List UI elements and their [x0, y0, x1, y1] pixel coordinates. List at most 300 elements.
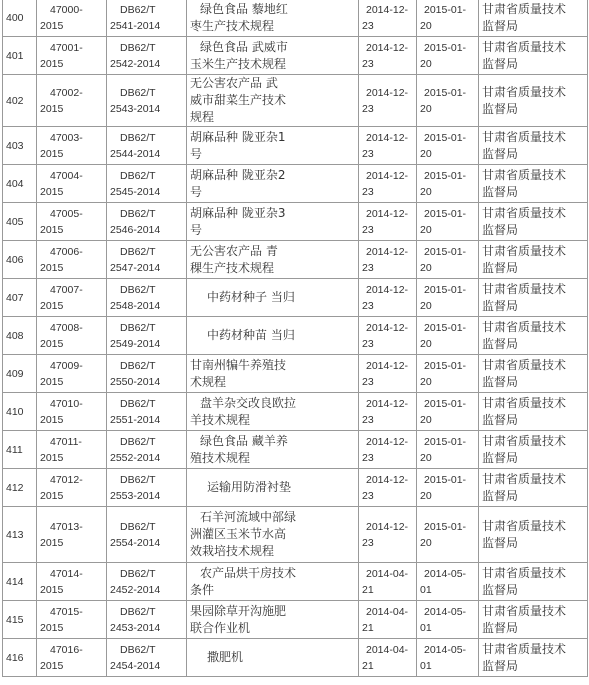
cell-line: 2014-05-	[424, 567, 467, 580]
cell-line: 20	[420, 489, 432, 502]
cell-line: 2552-2014	[110, 451, 161, 464]
cell-line: 2015	[40, 583, 64, 596]
standard-title-cell	[187, 241, 359, 279]
standard-title-cell	[187, 127, 359, 165]
implement-date-cell	[417, 241, 479, 279]
implement-date-cell	[417, 393, 479, 431]
issue-date-cell	[359, 203, 417, 241]
standard-title-cell	[187, 431, 359, 469]
cell-line: 2015	[40, 337, 64, 350]
implement-date-cell	[417, 0, 479, 37]
issue-date-cell	[359, 317, 417, 355]
cell-line: 47006-	[50, 245, 83, 258]
cell-line: 47005-	[50, 207, 83, 220]
row-number-cell: 402	[3, 75, 37, 127]
cell-line: DB62/T	[120, 321, 156, 334]
standard-number-cell	[107, 241, 187, 279]
standard-number-cell	[107, 165, 187, 203]
cell-line: 胡麻品种 陇亚杂2	[190, 167, 286, 182]
cell-line: 规程	[190, 110, 215, 124]
implement-date-cell	[417, 431, 479, 469]
row-number-cell: 410	[3, 393, 37, 431]
standard-number-cell	[107, 279, 187, 317]
implement-date-cell	[417, 127, 479, 165]
standard-number-cell	[107, 203, 187, 241]
department-cell	[479, 317, 588, 355]
table-row	[3, 355, 588, 393]
standard-title-cell	[187, 203, 359, 241]
standard-title-cell	[187, 601, 359, 639]
standard-title-cell	[187, 639, 359, 677]
table-row	[3, 241, 588, 279]
cell-line: 20	[420, 451, 432, 464]
cell-line: 2015	[40, 185, 64, 198]
cell-line: 47000-	[50, 3, 83, 16]
cell-line: 甘南州犏牛养殖技	[190, 357, 287, 372]
cell-line: DB62/T	[120, 397, 156, 410]
cell-line: 2549-2014	[110, 337, 161, 350]
implement-date-cell	[417, 507, 479, 563]
cell-line: 监督局	[482, 658, 519, 673]
row-number-cell: 403	[3, 127, 37, 165]
cell-line: 甘肃省质量技术	[482, 357, 567, 372]
row-number-cell: 413	[3, 507, 37, 563]
standard-title-cell	[187, 75, 359, 127]
cell-line: 绿色食品 武威市	[200, 39, 288, 54]
implement-date-cell	[417, 165, 479, 203]
cell-line: 23	[362, 337, 374, 350]
table-row	[3, 601, 588, 639]
cell-line: DB62/T	[120, 169, 156, 182]
cell-line: 监督局	[482, 620, 519, 635]
implement-date-cell	[417, 317, 479, 355]
serial-code-cell	[37, 127, 107, 165]
cell-line: 2015-01-	[424, 321, 467, 334]
cell-line: 47001-	[50, 41, 83, 54]
standard-number-cell	[107, 37, 187, 75]
cell-line: 稞生产技术规程	[190, 260, 275, 275]
cell-line: 20	[420, 57, 432, 70]
cell-line: 联合作业机	[190, 620, 251, 635]
standard-title-cell	[187, 165, 359, 203]
table-row	[3, 37, 588, 75]
serial-code-cell	[37, 469, 107, 507]
cell-line: 2015	[40, 659, 64, 672]
cell-line: 23	[362, 536, 374, 549]
serial-code-cell	[37, 601, 107, 639]
standard-title-cell	[187, 37, 359, 75]
cell-line: 果园除草开沟施肥	[190, 603, 287, 618]
cell-line: 撒肥机	[207, 650, 244, 664]
cell-line: 监督局	[482, 488, 519, 503]
issue-date-cell	[359, 507, 417, 563]
cell-line: 2014-04-	[366, 605, 409, 618]
cell-line: 胡麻品种 陇亚杂1	[190, 129, 286, 144]
cell-line: 2014-12-	[366, 397, 409, 410]
cell-line: 甘肃省质量技术	[482, 205, 567, 220]
issue-date-cell	[359, 639, 417, 677]
cell-line: 2014-05-	[424, 643, 467, 656]
cell-line: 47008-	[50, 321, 83, 334]
cell-line: 20	[420, 413, 432, 426]
cell-line: 23	[362, 413, 374, 426]
cell-line: 2014-12-	[366, 359, 409, 372]
cell-line: 甘肃省质量技术	[482, 518, 567, 533]
cell-line: 2015	[40, 57, 64, 70]
cell-line: 2545-2014	[110, 185, 161, 198]
cell-line: 20	[420, 102, 432, 115]
cell-line: 监督局	[482, 412, 519, 427]
cell-line: 01	[420, 659, 432, 672]
cell-line: 2550-2014	[110, 375, 161, 388]
cell-line: 23	[362, 185, 374, 198]
issue-date-cell	[359, 563, 417, 601]
cell-line: 甘肃省质量技术	[482, 565, 567, 580]
cell-line: 2015-01-	[424, 520, 467, 533]
cell-line: 2015-01-	[424, 359, 467, 372]
row-number-cell: 415	[3, 601, 37, 639]
row-number-cell: 407	[3, 279, 37, 317]
standard-number-cell	[107, 393, 187, 431]
cell-line: 2015	[40, 489, 64, 502]
cell-line: 2014-04-	[366, 643, 409, 656]
table-row	[3, 203, 588, 241]
cell-line: 20	[420, 19, 432, 32]
cell-line: 23	[362, 451, 374, 464]
cell-line: 2014-12-	[366, 86, 409, 99]
cell-line: 监督局	[482, 222, 519, 237]
issue-date-cell	[359, 241, 417, 279]
cell-line: 条件	[190, 582, 215, 597]
cell-line: DB62/T	[120, 605, 156, 618]
implement-date-cell	[417, 355, 479, 393]
cell-line: DB62/T	[120, 86, 156, 99]
cell-line: 2015	[40, 19, 64, 32]
table-row	[3, 431, 588, 469]
cell-line: 2542-2014	[110, 57, 161, 70]
cell-line: DB62/T	[120, 567, 156, 580]
cell-line: 2541-2014	[110, 19, 161, 32]
cell-line: 21	[362, 621, 374, 634]
serial-code-cell	[37, 563, 107, 601]
cell-line: 21	[362, 583, 374, 596]
cell-line: 23	[362, 375, 374, 388]
cell-line: 47002-	[50, 86, 83, 99]
cell-line: 2551-2014	[110, 413, 161, 426]
cell-line: DB62/T	[120, 435, 156, 448]
cell-line: 无公害农产品 青	[190, 243, 278, 258]
cell-line: DB62/T	[120, 245, 156, 258]
cell-line: 术规程	[190, 374, 227, 389]
department-cell	[479, 469, 588, 507]
cell-line: 2546-2014	[110, 223, 161, 236]
cell-line: DB62/T	[120, 3, 156, 16]
cell-line: 2015	[40, 375, 64, 388]
cell-line: 洲灌区玉米节水高	[190, 527, 287, 541]
cell-line: 中药材种子 当归	[207, 290, 295, 304]
cell-line: 2014-12-	[366, 321, 409, 334]
cell-line: 20	[420, 223, 432, 236]
department-cell	[479, 393, 588, 431]
standard-title-cell	[187, 393, 359, 431]
cell-line: 2452-2014	[110, 583, 161, 596]
cell-line: 2548-2014	[110, 299, 161, 312]
cell-line: DB62/T	[120, 131, 156, 144]
cell-line: 20	[420, 147, 432, 160]
cell-line: 胡麻品种 陇亚杂3	[190, 205, 286, 220]
cell-line: 监督局	[482, 535, 519, 550]
row-number-cell: 412	[3, 469, 37, 507]
cell-line: 2454-2014	[110, 659, 161, 672]
cell-line: 运输用防滑衬垫	[207, 480, 292, 494]
row-number-cell: 405	[3, 203, 37, 241]
cell-line: 2014-12-	[366, 207, 409, 220]
cell-line: 玉米生产技术规程	[190, 56, 287, 71]
cell-line: 2014-12-	[366, 473, 409, 486]
issue-date-cell	[359, 355, 417, 393]
cell-line: 甘肃省质量技术	[482, 39, 567, 54]
cell-line: 2014-12-	[366, 283, 409, 296]
serial-code-cell	[37, 317, 107, 355]
cell-line: 监督局	[482, 56, 519, 71]
table-row	[3, 165, 588, 203]
cell-line: 2015-01-	[424, 3, 467, 16]
standard-number-cell	[107, 75, 187, 127]
cell-line: 2543-2014	[110, 102, 161, 115]
cell-line: 2015-01-	[424, 245, 467, 258]
cell-line: DB62/T	[120, 643, 156, 656]
cell-line: 2014-12-	[366, 520, 409, 533]
cell-line: 甘肃省质量技术	[482, 243, 567, 258]
serial-code-cell	[37, 355, 107, 393]
standard-title-cell	[187, 279, 359, 317]
cell-line: 47014-	[50, 567, 83, 580]
cell-line: 23	[362, 299, 374, 312]
standard-number-cell	[107, 355, 187, 393]
cell-line: 2015-01-	[424, 283, 467, 296]
cell-line: 甘肃省质量技术	[482, 471, 567, 486]
cell-line: DB62/T	[120, 41, 156, 54]
implement-date-cell	[417, 279, 479, 317]
cell-line: 监督局	[482, 260, 519, 275]
cell-line: 绿色食品 藏羊养	[200, 433, 288, 448]
issue-date-cell	[359, 127, 417, 165]
cell-line: 2015	[40, 147, 64, 160]
department-cell	[479, 0, 588, 37]
implement-date-cell	[417, 37, 479, 75]
cell-line: 监督局	[482, 184, 519, 199]
cell-line: 2015	[40, 223, 64, 236]
standard-number-cell	[107, 317, 187, 355]
serial-code-cell	[37, 393, 107, 431]
cell-line: 01	[420, 621, 432, 634]
cell-line: 2453-2014	[110, 621, 161, 634]
cell-line: 23	[362, 489, 374, 502]
cell-line: 监督局	[482, 146, 519, 161]
cell-line: 绿色食品 藜地红	[200, 1, 288, 16]
cell-line: 2015-01-	[424, 86, 467, 99]
table-row	[3, 393, 588, 431]
cell-line: 2014-12-	[366, 131, 409, 144]
standard-title-cell	[187, 469, 359, 507]
cell-line: DB62/T	[120, 207, 156, 220]
cell-line: 2015-01-	[424, 169, 467, 182]
row-number-cell: 408	[3, 317, 37, 355]
serial-code-cell	[37, 203, 107, 241]
cell-line: 号	[190, 184, 203, 199]
issue-date-cell	[359, 75, 417, 127]
cell-line: 2015-01-	[424, 397, 467, 410]
standard-number-cell	[107, 431, 187, 469]
cell-line: 甘肃省质量技术	[482, 395, 567, 410]
cell-line: 20	[420, 337, 432, 350]
cell-line: 2015	[40, 413, 64, 426]
cell-line: 2015-01-	[424, 207, 467, 220]
cell-line: 23	[362, 57, 374, 70]
cell-line: 盘羊杂交改良欧拉	[200, 395, 297, 410]
department-cell	[479, 601, 588, 639]
cell-line: 2014-12-	[366, 435, 409, 448]
table-row	[3, 563, 588, 601]
row-number-cell: 416	[3, 639, 37, 677]
cell-line: 20	[420, 185, 432, 198]
cell-line: 甘肃省质量技术	[482, 129, 567, 144]
cell-line: 2014-12-	[366, 41, 409, 54]
implement-date-cell	[417, 563, 479, 601]
cell-line: 2015	[40, 299, 64, 312]
cell-line: 01	[420, 583, 432, 596]
serial-code-cell	[37, 75, 107, 127]
cell-line: 甘肃省质量技术	[482, 167, 567, 182]
table-row	[3, 279, 588, 317]
row-number-cell: 414	[3, 563, 37, 601]
standard-title-cell	[187, 0, 359, 37]
row-number-cell: 411	[3, 431, 37, 469]
department-cell	[479, 165, 588, 203]
cell-line: 47013-	[50, 520, 83, 533]
row-number-cell: 406	[3, 241, 37, 279]
cell-line: 47012-	[50, 473, 83, 486]
issue-date-cell	[359, 0, 417, 37]
table-row	[3, 75, 588, 127]
cell-line: 2015	[40, 451, 64, 464]
standard-title-cell	[187, 355, 359, 393]
standard-title-cell	[187, 563, 359, 601]
implement-date-cell	[417, 203, 479, 241]
cell-line: 2015	[40, 621, 64, 634]
department-cell	[479, 639, 588, 677]
cell-line: 2015	[40, 102, 64, 115]
standard-number-cell	[107, 639, 187, 677]
implement-date-cell	[417, 601, 479, 639]
cell-line: 47007-	[50, 283, 83, 296]
issue-date-cell	[359, 279, 417, 317]
serial-code-cell	[37, 241, 107, 279]
department-cell	[479, 241, 588, 279]
cell-line: 监督局	[482, 298, 519, 313]
serial-code-cell	[37, 0, 107, 37]
cell-line: 20	[420, 299, 432, 312]
serial-code-cell	[37, 639, 107, 677]
cell-line: 2015-01-	[424, 41, 467, 54]
cell-line: 47003-	[50, 131, 83, 144]
department-cell	[479, 507, 588, 563]
cell-line: 威市甜菜生产技术	[190, 93, 287, 107]
cell-line: DB62/T	[120, 359, 156, 372]
cell-line: 21	[362, 659, 374, 672]
cell-line: 监督局	[482, 582, 519, 597]
issue-date-cell	[359, 469, 417, 507]
table-row	[3, 469, 588, 507]
cell-line: 监督局	[482, 18, 519, 33]
cell-line: 2547-2014	[110, 261, 161, 274]
cell-line: 号	[190, 222, 203, 237]
cell-line: DB62/T	[120, 473, 156, 486]
cell-line: 甘肃省质量技术	[482, 319, 567, 334]
cell-line: 23	[362, 261, 374, 274]
department-cell	[479, 431, 588, 469]
cell-line: 2015-01-	[424, 131, 467, 144]
row-number-cell: 409	[3, 355, 37, 393]
department-cell	[479, 203, 588, 241]
department-cell	[479, 563, 588, 601]
cell-line: 2015-01-	[424, 473, 467, 486]
cell-line: 中药材种苗 当归	[207, 328, 295, 342]
cell-line: 20	[420, 375, 432, 388]
table-row	[3, 507, 588, 563]
cell-line: 2554-2014	[110, 536, 161, 549]
cell-line: 甘肃省质量技术	[482, 603, 567, 618]
cell-line: 47004-	[50, 169, 83, 182]
table-row	[3, 0, 588, 37]
cell-line: 47015-	[50, 605, 83, 618]
department-cell	[479, 355, 588, 393]
standard-title-cell	[187, 507, 359, 563]
serial-code-cell	[37, 507, 107, 563]
cell-line: 2014-04-	[366, 567, 409, 580]
cell-line: 2544-2014	[110, 147, 161, 160]
issue-date-cell	[359, 37, 417, 75]
table-body	[3, 0, 588, 677]
issue-date-cell	[359, 601, 417, 639]
cell-line: 2553-2014	[110, 489, 161, 502]
cell-line: 甘肃省质量技术	[482, 1, 567, 16]
row-number-cell: 400	[3, 0, 37, 37]
standard-number-cell	[107, 563, 187, 601]
cell-line: 监督局	[482, 101, 519, 116]
cell-line: 甘肃省质量技术	[482, 281, 567, 296]
table-row	[3, 317, 588, 355]
cell-line: 羊技术规程	[190, 412, 251, 427]
standard-number-cell	[107, 601, 187, 639]
cell-line: 枣生产技术规程	[190, 18, 275, 33]
cell-line: 47010-	[50, 397, 83, 410]
cell-line: 23	[362, 147, 374, 160]
cell-line: 监督局	[482, 450, 519, 465]
standards-table	[2, 0, 588, 677]
cell-line: 47011-	[50, 435, 82, 448]
standard-title-cell	[187, 317, 359, 355]
cell-line: 甘肃省质量技术	[482, 433, 567, 448]
issue-date-cell	[359, 431, 417, 469]
cell-line: 石羊河流域中部绿	[200, 510, 297, 524]
cell-line: DB62/T	[120, 520, 156, 533]
table-row	[3, 127, 588, 165]
cell-line: 2014-05-	[424, 605, 467, 618]
cell-line: 23	[362, 102, 374, 115]
serial-code-cell	[37, 431, 107, 469]
issue-date-cell	[359, 393, 417, 431]
